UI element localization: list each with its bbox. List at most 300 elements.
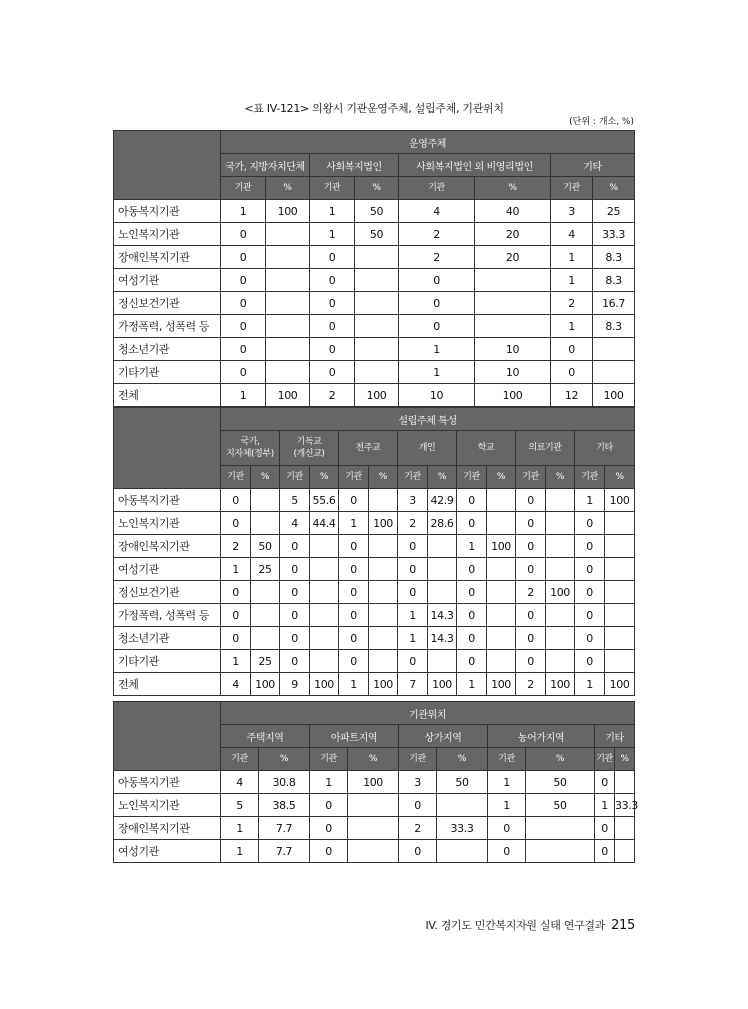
group-header: 기타: [575, 431, 635, 466]
table-row: [114, 246, 635, 269]
row-label: 여성기관: [114, 269, 221, 292]
column-header: %: [348, 748, 399, 771]
column-header: 기관: [221, 177, 266, 200]
table-cell: 0: [575, 581, 605, 604]
table-cell: [266, 361, 310, 384]
table-cell: 0: [575, 535, 605, 558]
table-cell: [437, 840, 488, 863]
table-cell: [266, 292, 310, 315]
table-cell: [369, 650, 398, 673]
table-cell: 0: [516, 650, 546, 673]
table-cell: [487, 558, 516, 581]
table-cell: [605, 650, 635, 673]
table-cell: [487, 650, 516, 673]
table-cell: [475, 269, 551, 292]
table-cell: [487, 604, 516, 627]
table-row: [114, 604, 635, 627]
table-cell: 0: [339, 535, 369, 558]
table-cell: [369, 604, 398, 627]
table-cell: [605, 581, 635, 604]
table-cell: 1: [221, 558, 251, 581]
row-label: 장애인복지기관: [114, 246, 221, 269]
column-header: %: [615, 748, 635, 771]
group-header: 아파트지역: [310, 725, 399, 748]
group-header: 국가, 지자체(정부): [221, 431, 280, 466]
table-cell: 1: [398, 627, 428, 650]
table-cell: 0: [310, 840, 348, 863]
table-cell: [355, 338, 399, 361]
table-cell: 2: [398, 512, 428, 535]
table-cell: 0: [221, 246, 266, 269]
table-cell: 20: [475, 223, 551, 246]
table-cell: 0: [399, 794, 437, 817]
table-cell: 0: [280, 627, 310, 650]
table-cell: 0: [310, 246, 355, 269]
column-header: 기관: [551, 177, 593, 200]
table-row: [114, 794, 635, 817]
table-cell: [251, 512, 280, 535]
table-cell: 4: [221, 673, 251, 696]
table-cell: [310, 650, 339, 673]
table-cell: 3: [551, 200, 593, 223]
table-cell: 0: [221, 292, 266, 315]
table-cell: 0: [488, 817, 526, 840]
table-cell: [310, 558, 339, 581]
section-header: 기관위치: [221, 702, 635, 725]
table-cell: [348, 817, 399, 840]
table-cell: 100: [593, 384, 635, 407]
table-cell: 0: [398, 581, 428, 604]
table-cell: [546, 627, 575, 650]
table-cell: 4: [280, 512, 310, 535]
section-header: 운영주체: [221, 131, 635, 154]
corner-cell: [114, 702, 221, 771]
table-cell: 100: [310, 673, 339, 696]
table-cell: 55.6: [310, 489, 339, 512]
group-header: 사회복지법인 외 비영리법인: [399, 154, 551, 177]
table-cell: 100: [348, 771, 399, 794]
group-header: 사회복지법인: [310, 154, 399, 177]
table-cell: 0: [339, 604, 369, 627]
table-cell: 0: [575, 650, 605, 673]
table-cell: 3: [398, 489, 428, 512]
table-cell: 1: [339, 673, 369, 696]
table-cell: 50: [251, 535, 280, 558]
table-cell: 0: [310, 794, 348, 817]
table-cell: 0: [399, 315, 475, 338]
table-cell: 0: [310, 338, 355, 361]
table-cell: [526, 840, 595, 863]
table-cell: 42.9: [428, 489, 457, 512]
column-header: %: [593, 177, 635, 200]
table-cell: 1: [221, 200, 266, 223]
row-label: 아동복지기관: [114, 200, 221, 223]
column-header: 기관: [399, 177, 475, 200]
table-cell: 100: [369, 673, 398, 696]
table-cell: 14.3: [428, 627, 457, 650]
column-header: %: [251, 466, 280, 489]
column-header: 기관: [457, 466, 487, 489]
row-label: 가정폭력, 성폭력 등: [114, 604, 221, 627]
table-cell: 9: [280, 673, 310, 696]
column-header: 기관: [488, 748, 526, 771]
table-cell: [487, 581, 516, 604]
table-cell: [310, 604, 339, 627]
column-header: 기관: [398, 466, 428, 489]
table-cell: 50: [437, 771, 488, 794]
table-cell: [593, 361, 635, 384]
table-cell: 0: [339, 581, 369, 604]
table-cell: 7.7: [259, 817, 310, 840]
table-cell: 1: [398, 604, 428, 627]
table-cell: 50: [526, 794, 595, 817]
table-cell: 1: [551, 246, 593, 269]
table-cell: [605, 558, 635, 581]
table-cell: [266, 246, 310, 269]
table-row: [114, 581, 635, 604]
table-cell: [546, 535, 575, 558]
column-header: %: [605, 466, 635, 489]
table-row: [114, 361, 635, 384]
unit-note: (단위 : 개소, %): [569, 117, 634, 127]
table-cell: [310, 627, 339, 650]
group-header: 학교: [457, 431, 516, 466]
table-cell: [310, 581, 339, 604]
table-cell: 25: [593, 200, 635, 223]
table-cell: 0: [595, 771, 615, 794]
table-cell: 0: [457, 558, 487, 581]
table-cell: [251, 604, 280, 627]
column-header: 기관: [595, 748, 615, 771]
table-cell: 0: [280, 535, 310, 558]
table-cell: 4: [221, 771, 259, 794]
table-cell: 0: [575, 512, 605, 535]
table-cell: [251, 489, 280, 512]
row-label: 정신보건기관: [114, 292, 221, 315]
table-cell: 0: [221, 512, 251, 535]
table-cell: [475, 315, 551, 338]
group-header: 농어가지역: [488, 725, 595, 748]
table-cell: 0: [280, 604, 310, 627]
row-label: 장애인복지기관: [114, 535, 221, 558]
table-cell: 14.3: [428, 604, 457, 627]
table-cell: [428, 558, 457, 581]
table-cell: 100: [546, 581, 575, 604]
table-cell: 7.7: [259, 840, 310, 863]
table-cell: 100: [475, 384, 551, 407]
table-title: <표 IV-121> 의왕시 기관운영주체, 설립주체, 기관위치: [244, 102, 504, 115]
table-cell: 8.3: [593, 315, 635, 338]
table-cell: 0: [488, 840, 526, 863]
table-cell: 1: [575, 489, 605, 512]
table-cell: [546, 650, 575, 673]
table-cell: 2: [310, 384, 355, 407]
table-cell: 0: [516, 558, 546, 581]
table-cell: 12: [551, 384, 593, 407]
table-cell: 0: [310, 361, 355, 384]
table-cell: 4: [399, 200, 475, 223]
table-cell: [428, 535, 457, 558]
location-table: [113, 701, 638, 863]
table-cell: 1: [457, 535, 487, 558]
table-cell: 0: [457, 627, 487, 650]
table-row: [114, 817, 635, 840]
table-row: [114, 627, 635, 650]
table-cell: 1: [399, 338, 475, 361]
table-cell: 1: [488, 771, 526, 794]
table-cell: 25: [251, 650, 280, 673]
table-cell: 0: [398, 650, 428, 673]
column-header: %: [526, 748, 595, 771]
table-cell: [369, 558, 398, 581]
table-cell: 50: [355, 223, 399, 246]
table-cell: 0: [551, 338, 593, 361]
column-header: %: [266, 177, 310, 200]
table-cell: 0: [516, 512, 546, 535]
table-cell: 1: [310, 200, 355, 223]
table-cell: 0: [221, 581, 251, 604]
table-row: [114, 489, 635, 512]
table-cell: [546, 489, 575, 512]
table-cell: 0: [399, 292, 475, 315]
table-cell: 100: [266, 200, 310, 223]
table-cell: 2: [516, 673, 546, 696]
table-cell: 100: [428, 673, 457, 696]
table-cell: [487, 512, 516, 535]
row-label: 여성기관: [114, 840, 221, 863]
table-cell: [526, 817, 595, 840]
table-cell: 0: [221, 223, 266, 246]
table-cell: 30.8: [259, 771, 310, 794]
table-row: [114, 512, 635, 535]
table-cell: 0: [516, 604, 546, 627]
table-cell: 0: [457, 650, 487, 673]
corner-cell: [114, 131, 221, 200]
table-cell: 0: [280, 650, 310, 673]
table-row: [114, 292, 635, 315]
table-cell: 28.6: [428, 512, 457, 535]
table-cell: 1: [551, 269, 593, 292]
column-header: 기관: [221, 748, 259, 771]
row-label: 전체: [114, 673, 221, 696]
column-header: 기관: [310, 177, 355, 200]
table-cell: 1: [221, 840, 259, 863]
table-cell: [266, 315, 310, 338]
table-cell: 2: [399, 817, 437, 840]
table-cell: 44.4: [310, 512, 339, 535]
table-cell: 1: [488, 794, 526, 817]
table-cell: 100: [605, 673, 635, 696]
table-cell: 0: [398, 535, 428, 558]
table-cell: [348, 794, 399, 817]
page-number: 215: [611, 918, 635, 933]
table-cell: 100: [355, 384, 399, 407]
column-header: 기관: [280, 466, 310, 489]
table-cell: [475, 292, 551, 315]
table-cell: 0: [221, 604, 251, 627]
table-cell: [251, 627, 280, 650]
table-row: [114, 840, 635, 863]
table-cell: 2: [516, 581, 546, 604]
table-cell: 0: [221, 269, 266, 292]
table-cell: 0: [575, 604, 605, 627]
table-cell: [310, 535, 339, 558]
row-label: 여성기관: [114, 558, 221, 581]
table-cell: 33.3: [615, 794, 635, 817]
table-cell: 25: [251, 558, 280, 581]
column-header: %: [546, 466, 575, 489]
table-cell: 7: [398, 673, 428, 696]
table-cell: 8.3: [593, 246, 635, 269]
table-cell: 100: [487, 673, 516, 696]
table-cell: 50: [355, 200, 399, 223]
table-row: [114, 269, 635, 292]
table-cell: 0: [221, 338, 266, 361]
table-cell: 0: [339, 650, 369, 673]
table-cell: [251, 581, 280, 604]
column-header: 기관: [399, 748, 437, 771]
corner-cell: [114, 408, 221, 489]
table-cell: 5: [221, 794, 259, 817]
column-header: %: [310, 466, 339, 489]
group-header: 국가, 지방자치단체: [221, 154, 310, 177]
table-cell: 0: [339, 489, 369, 512]
group-header: 주택지역: [221, 725, 310, 748]
table-cell: [428, 650, 457, 673]
operating-entity-table: [113, 130, 635, 407]
table-row: [114, 650, 635, 673]
column-header: %: [369, 466, 398, 489]
group-header: 의료기관: [516, 431, 575, 466]
table-cell: 5: [280, 489, 310, 512]
table-cell: [369, 627, 398, 650]
table-row: [114, 315, 635, 338]
row-label: 노인복지기관: [114, 223, 221, 246]
table-cell: [369, 581, 398, 604]
table-cell: 0: [310, 817, 348, 840]
table-row: [114, 558, 635, 581]
row-label: 노인복지기관: [114, 512, 221, 535]
table-cell: 0: [221, 315, 266, 338]
table-cell: 33.3: [593, 223, 635, 246]
table-cell: [437, 794, 488, 817]
table-cell: [355, 246, 399, 269]
table-cell: [546, 558, 575, 581]
table-cell: 0: [310, 315, 355, 338]
row-label: 장애인복지기관: [114, 817, 221, 840]
table-cell: 1: [595, 794, 615, 817]
table-cell: [266, 269, 310, 292]
table-cell: 0: [280, 558, 310, 581]
table-cell: [615, 771, 635, 794]
group-header: 기타: [595, 725, 635, 748]
table-cell: 2: [399, 223, 475, 246]
table-cell: 38.5: [259, 794, 310, 817]
table-cell: 1: [310, 223, 355, 246]
table-cell: 0: [221, 361, 266, 384]
table-cell: 1: [575, 673, 605, 696]
column-header: %: [259, 748, 310, 771]
table-cell: 1: [221, 384, 266, 407]
column-header: %: [475, 177, 551, 200]
table-cell: 100: [369, 512, 398, 535]
row-label: 아동복지기관: [114, 771, 221, 794]
table-cell: 2: [399, 246, 475, 269]
column-header: 기관: [221, 466, 251, 489]
table-cell: [355, 361, 399, 384]
table-cell: 3: [399, 771, 437, 794]
table-cell: 10: [399, 384, 475, 407]
column-header: %: [437, 748, 488, 771]
group-header: 천주교: [339, 431, 398, 466]
group-header: 상가지역: [399, 725, 488, 748]
group-header: 기타: [551, 154, 635, 177]
table-cell: 0: [516, 535, 546, 558]
row-label: 청소년기관: [114, 338, 221, 361]
table-cell: 0: [551, 361, 593, 384]
row-label: 청소년기관: [114, 627, 221, 650]
table-cell: 40: [475, 200, 551, 223]
table-cell: 100: [251, 673, 280, 696]
table-cell: [348, 840, 399, 863]
table-cell: [355, 315, 399, 338]
table-cell: 0: [310, 292, 355, 315]
table-cell: 33.3: [437, 817, 488, 840]
table-cell: 1: [457, 673, 487, 696]
table-cell: [369, 535, 398, 558]
table-cell: [593, 338, 635, 361]
section-header: 설립주체 특성: [221, 408, 635, 431]
row-label: 가정폭력, 성폭력 등: [114, 315, 221, 338]
footer-text: IV. 경기도 민간복지자원 실태 연구결과: [425, 919, 606, 932]
table-cell: 0: [221, 489, 251, 512]
table-cell: 16.7: [593, 292, 635, 315]
group-header: 기독교 (개신교): [280, 431, 339, 466]
column-header: %: [487, 466, 516, 489]
table-cell: 0: [399, 269, 475, 292]
table-cell: [266, 223, 310, 246]
table-cell: [605, 604, 635, 627]
table-cell: [369, 489, 398, 512]
table-cell: 50: [526, 771, 595, 794]
table-cell: [487, 489, 516, 512]
column-header: 기관: [339, 466, 369, 489]
row-label: 정신보건기관: [114, 581, 221, 604]
table-cell: 0: [339, 627, 369, 650]
table-row: [114, 535, 635, 558]
table-cell: 10: [475, 361, 551, 384]
row-label: 노인복지기관: [114, 794, 221, 817]
table-cell: 1: [399, 361, 475, 384]
table-cell: 100: [605, 489, 635, 512]
table-row: [114, 338, 635, 361]
table-cell: 8.3: [593, 269, 635, 292]
table-cell: 0: [575, 627, 605, 650]
table-cell: 0: [595, 817, 615, 840]
table-cell: 0: [516, 627, 546, 650]
table-cell: 0: [575, 558, 605, 581]
table-cell: [428, 581, 457, 604]
table-cell: [615, 840, 635, 863]
table-cell: 0: [398, 558, 428, 581]
table-row: [114, 771, 635, 794]
table-cell: 10: [475, 338, 551, 361]
column-header: 기관: [516, 466, 546, 489]
table-cell: 0: [457, 512, 487, 535]
column-header: %: [428, 466, 457, 489]
table-cell: 20: [475, 246, 551, 269]
table-cell: [546, 512, 575, 535]
